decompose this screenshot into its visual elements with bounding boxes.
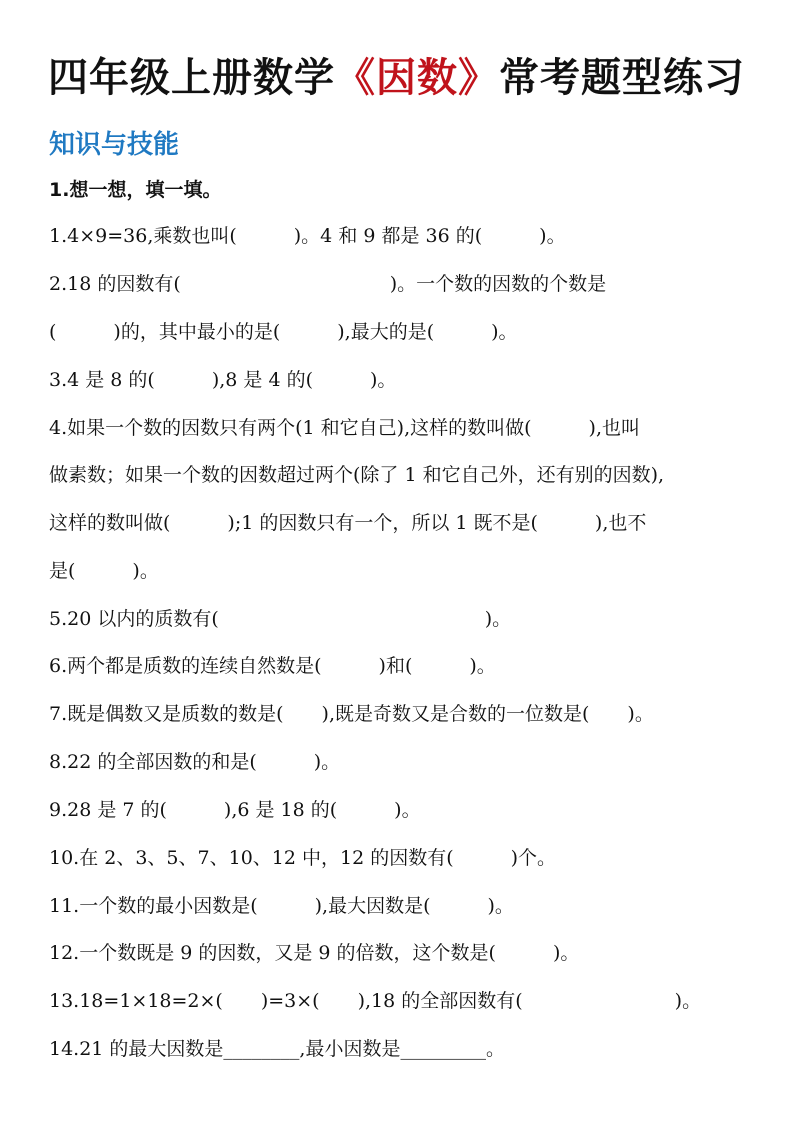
title-suffix: 常考题型练习 — [499, 55, 745, 101]
question-line: 10.在 2、3、5、7、10、12 中，12 的因数有( )个。 — [49, 847, 557, 869]
question-line: 5.20 以内的质数有( )。 — [49, 608, 512, 630]
question-line: 6.两个都是质数的连续自然数是( )和( )。 — [49, 655, 496, 677]
question-line: ( )的，其中最小的是( ),最大的是( )。 — [49, 321, 518, 343]
section-heading: 知识与技能 — [49, 130, 180, 160]
question-line: 做素数；如果一个数的因数超过两个(除了 1 和它自己外，还有别的因数), — [49, 464, 665, 486]
question-line: 2.18 的因数有( )。一个数的因数的个数是 — [49, 273, 607, 295]
title-topic: 《因数》 — [335, 55, 499, 101]
question-line: 1.4×9=36,乘数也叫( )。4 和 9 都是 36 的( )。 — [49, 225, 566, 247]
question-line: 9.28 是 7 的( ),6 是 18 的( )。 — [49, 799, 421, 821]
question-line: 是( )。 — [49, 560, 159, 582]
question-line: 14.21 的最大因数是________,最小因数是_________。 — [49, 1038, 505, 1060]
title-prefix: 四年级上册数学 — [48, 55, 335, 101]
question-line: 7.既是偶数又是质数的数是( ),既是奇数又是合数的一位数是( )。 — [49, 703, 654, 725]
page-title — [0, 50, 793, 106]
question-line: 13.18=1×18=2×( )=3×( ),18 的全部因数有( )。 — [49, 990, 702, 1012]
question-line: 11.一个数的最小因数是( ),最大因数是( )。 — [49, 895, 514, 917]
question-line: 这样的数叫做( );1 的因数只有一个，所以 1 既不是( ),也不 — [49, 512, 647, 534]
question-heading: 1.想一想，填一填。 — [49, 179, 222, 201]
question-line: 3.4 是 8 的( ),8 是 4 的( )。 — [49, 369, 397, 391]
question-line: 4.如果一个数的因数只有两个(1 和它自己),这样的数叫做( ),也叫 — [49, 417, 640, 439]
question-line: 12.一个数既是 9 的因数，又是 9 的倍数，这个数是( )。 — [49, 942, 580, 964]
question-line: 8.22 的全部因数的和是( )。 — [49, 751, 341, 773]
